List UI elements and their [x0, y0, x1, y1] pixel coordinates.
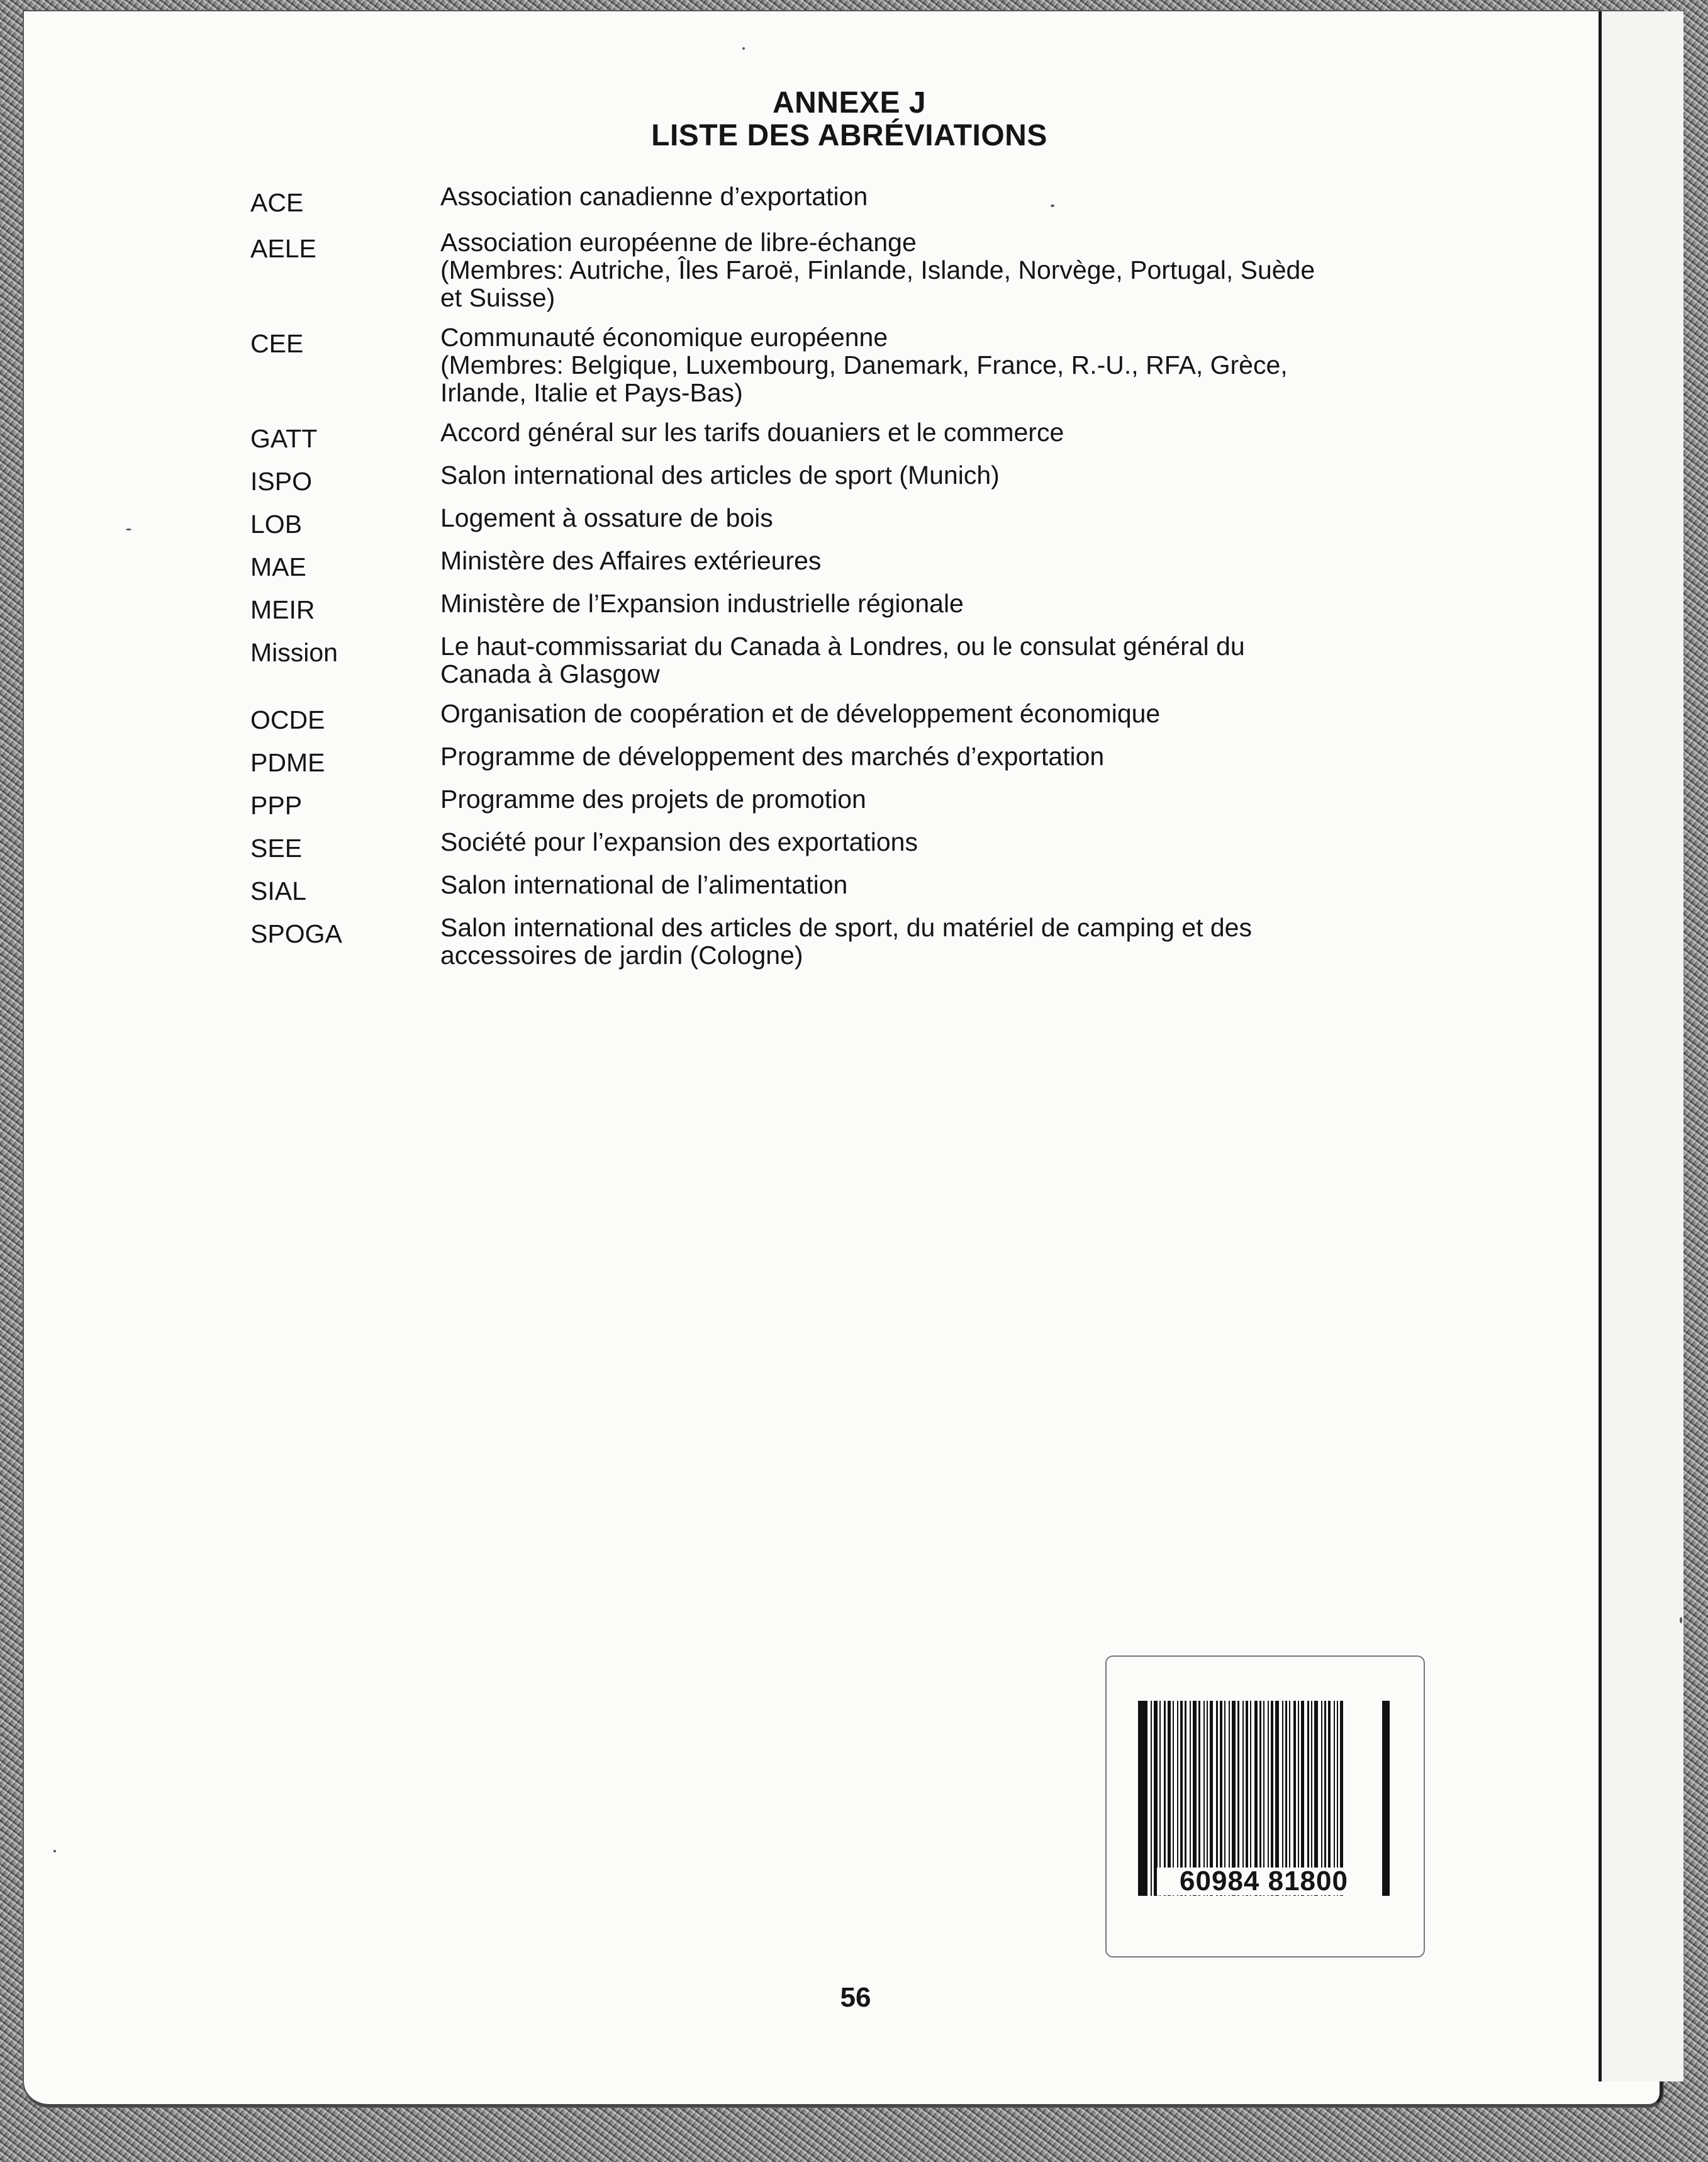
abbreviation-term: SPOGA: [250, 919, 342, 948]
abbreviation-row: [250, 785, 1446, 819]
abbreviation-row: [250, 871, 1446, 905]
abbreviation-row: [250, 228, 1446, 311]
abbreviation-definition: Salon international des articles de sport, du matériel de camping et des accessoires de jardin (Cologne): [440, 913, 1252, 970]
abbreviation-row: [250, 632, 1446, 688]
barcode-number: 60984 81800: [1157, 1868, 1371, 1895]
abbreviation-definition: Ministère des Affaires extérieures: [440, 546, 822, 575]
abbreviation-definition: Programme de développement des marchés d’exportation: [440, 742, 1105, 771]
abbreviation-term: SIAL: [250, 877, 306, 905]
abbreviation-definition: Société pour l’expansion des exportations: [440, 827, 918, 856]
abbreviation-definition: Organisation de coopération et de développement économique: [440, 699, 1161, 728]
page-number: 56: [840, 1982, 871, 2013]
annex-label: ANNEXE J: [772, 86, 927, 120]
abbreviation-term: PDME: [250, 748, 325, 777]
abbreviation-list: [250, 182, 1446, 981]
scan-speck: [1680, 1617, 1682, 1623]
abbreviation-row: [250, 418, 1446, 452]
abbreviation-definition: Ministère de l’Expansion industrielle régionale: [440, 589, 964, 618]
scan-speck: [742, 47, 745, 50]
abbreviation-definition: Logement à ossature de bois: [440, 503, 773, 532]
abbreviation-row: [250, 323, 1446, 406]
abbreviation-term: Mission: [250, 638, 338, 667]
page-spine-edge: [1599, 11, 1602, 2081]
abbreviation-definition: Le haut-commissariat du Canada à Londres, ou le consulat général du Canada à Glasgow: [440, 632, 1245, 688]
abbreviation-row: [250, 700, 1446, 734]
abbreviation-term: PPP: [250, 791, 303, 820]
abbreviation-definition: Association européenne de libre-échange (Membres: Autriche, Îles Faroë, Finlande, Islande, Norvège, Portugal, Suède et Suisse): [440, 228, 1315, 312]
abbreviation-definition: Salon international de l’alimentation: [440, 870, 848, 899]
abbreviation-term: OCDE: [250, 705, 325, 734]
abbreviation-row: [250, 742, 1446, 776]
abbreviation-term: ISPO: [250, 467, 312, 496]
abbreviation-row: [250, 590, 1446, 624]
abbreviation-definition: Salon international des articles de sport (Munich): [440, 461, 1000, 490]
abbreviation-definition: Communauté économique européenne (Membres: Belgique, Luxembourg, Danemark, France, R.-U., RFA, Grèce, Irlande, Italie et Pays-Bas): [440, 323, 1288, 407]
abbreviation-definition: Accord général sur les tarifs douaniers et le commerce: [440, 418, 1064, 447]
scan-speck: [1051, 204, 1054, 207]
abbreviation-row: [250, 914, 1446, 969]
barcode-sticker: [1105, 1655, 1425, 1958]
page-title: LISTE DES ABRÉVIATIONS: [651, 119, 1047, 152]
abbreviation-row: [250, 461, 1446, 495]
abbreviation-definition: Programme des projets de promotion: [440, 785, 866, 814]
abbreviation-row: [250, 547, 1446, 581]
abbreviation-row: [250, 828, 1446, 862]
abbreviation-term: MAE: [250, 552, 306, 581]
scan-speck: [126, 529, 131, 530]
abbreviation-row: [250, 504, 1446, 538]
abbreviation-row: [250, 182, 1446, 216]
abbreviation-term: GATT: [250, 424, 318, 453]
title-block: [0, 87, 1699, 152]
facing-page-edge: [1602, 11, 1683, 2081]
scan-speck: [53, 1850, 56, 1852]
abbreviation-term: SEE: [250, 834, 303, 863]
abbreviation-term: MEIR: [250, 595, 315, 624]
abbreviation-term: ACE: [250, 188, 304, 217]
abbreviation-definition: Association canadienne d’exportation: [440, 182, 868, 211]
abbreviation-term: AELE: [250, 234, 316, 263]
abbreviation-term: LOB: [250, 510, 303, 539]
abbreviation-term: CEE: [250, 329, 304, 358]
